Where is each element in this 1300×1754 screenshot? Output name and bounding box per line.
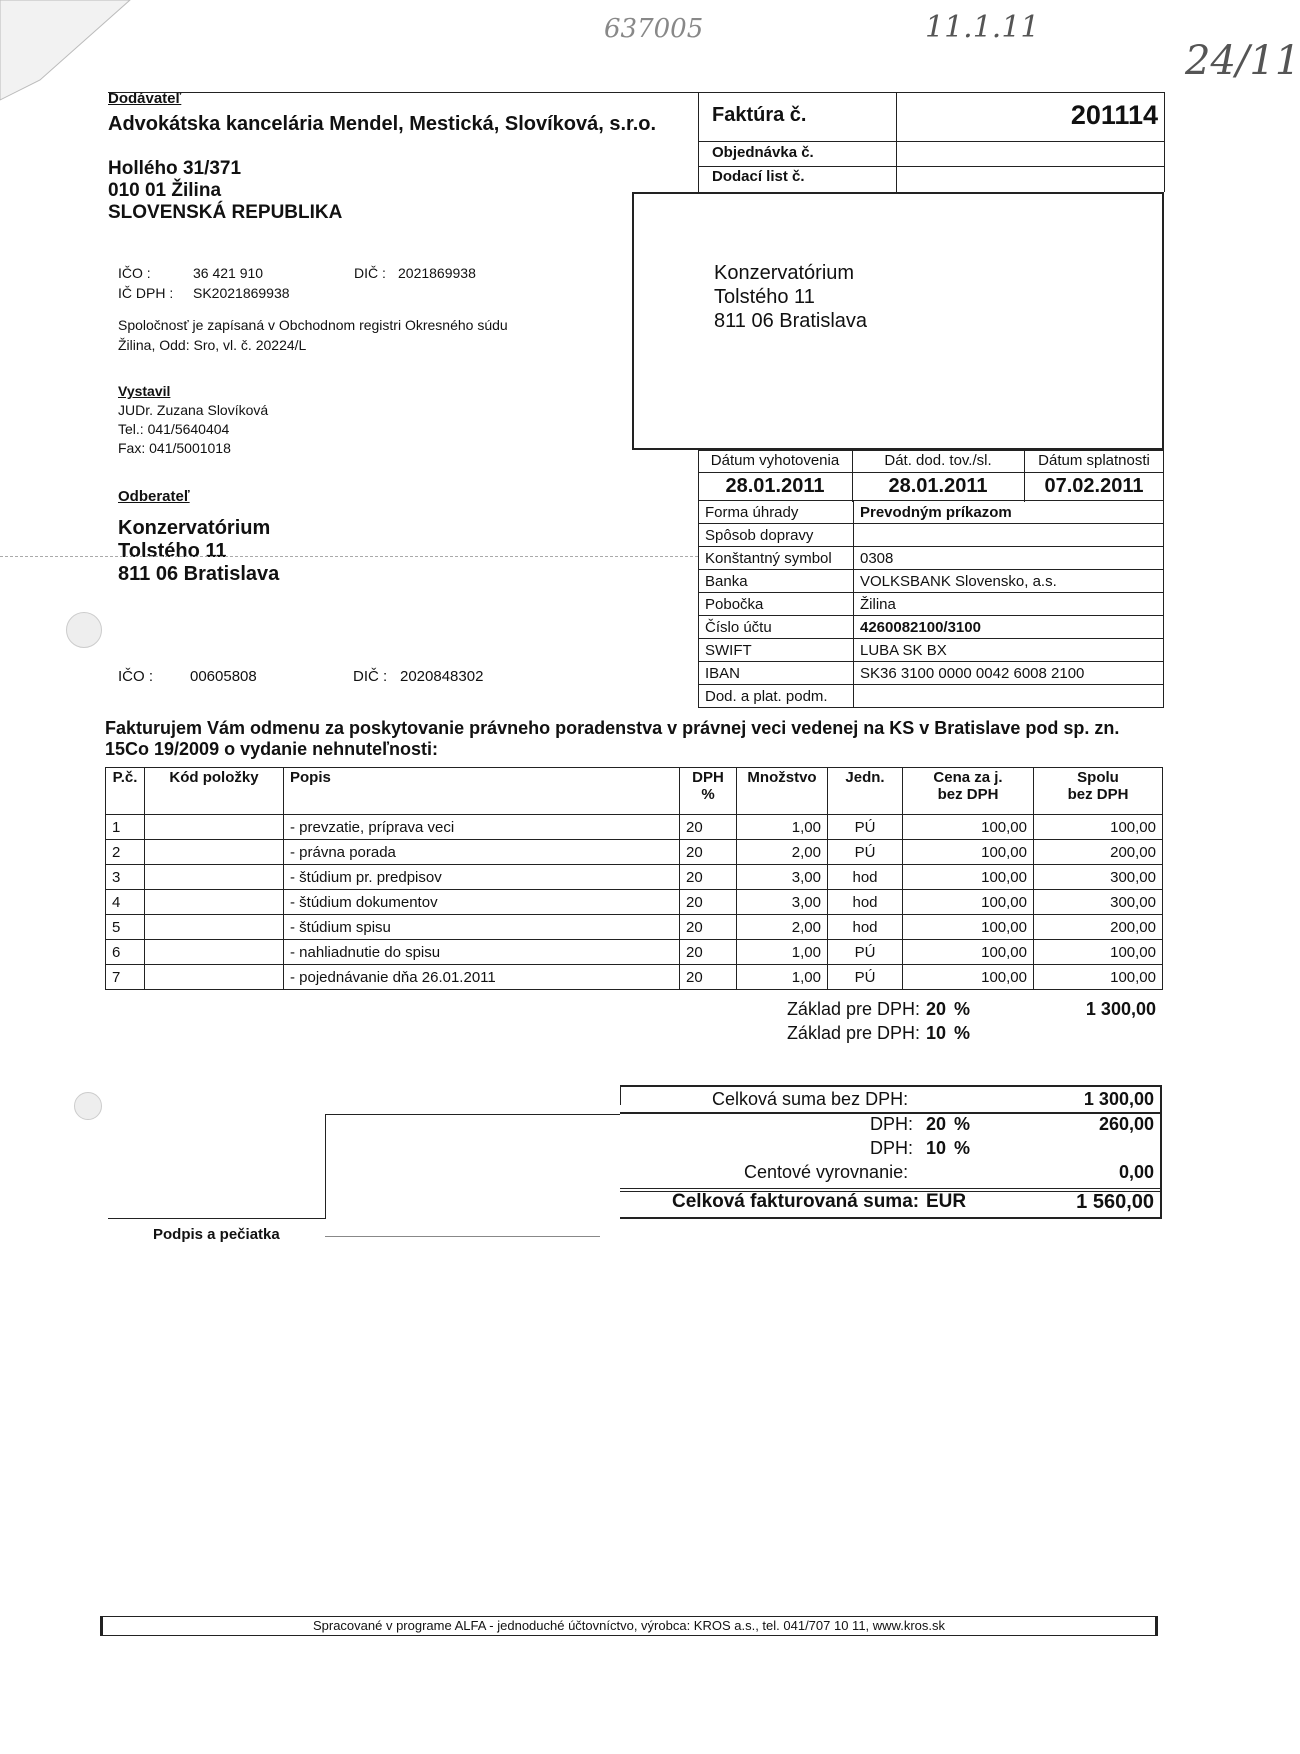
item-description: - pojednávanie dňa 26.01.2011 bbox=[284, 965, 680, 990]
items-header-row bbox=[106, 768, 1163, 815]
payment-row bbox=[699, 639, 1164, 662]
issue-date-label: Dátum vyhotovenia bbox=[710, 452, 840, 469]
tax-base-20-label: Základ pre DPH: bbox=[786, 999, 920, 1019]
payment-label: Konštantný symbol bbox=[699, 547, 854, 570]
table-row bbox=[106, 815, 1163, 840]
item-vat-rate: 20 bbox=[680, 865, 737, 890]
customer-heading: Odberateľ bbox=[118, 488, 190, 505]
item-quantity: 2,00 bbox=[737, 915, 828, 940]
customer-dic-label: DIČ : bbox=[353, 668, 388, 685]
col-header-pc: P.č. bbox=[106, 768, 145, 815]
issuer-tel: Tel.: 041/5640404 bbox=[118, 421, 230, 437]
payment-label: Dod. a plat. podm. bbox=[699, 685, 854, 708]
summary-total-currency: EUR bbox=[926, 1191, 967, 1212]
col-header-code: Kód položky bbox=[145, 768, 284, 815]
item-unit: PÚ bbox=[828, 965, 903, 990]
summary-vat10-rate: 10 bbox=[926, 1138, 947, 1158]
col-header-desc: Popis bbox=[284, 768, 680, 815]
order-label: Objednávka č. bbox=[712, 144, 814, 161]
payment-label: Číslo účtu bbox=[699, 616, 854, 639]
customer-section bbox=[118, 488, 279, 586]
tax-base-10 bbox=[740, 1023, 1160, 1045]
signature-line bbox=[108, 1218, 325, 1219]
payment-row bbox=[699, 570, 1164, 593]
item-number: 3 bbox=[106, 865, 145, 890]
issuer-name: JUDr. Zuzana Slovíková bbox=[118, 402, 269, 418]
item-unit-price: 100,00 bbox=[903, 965, 1034, 990]
summary-net-label: Celková suma bez DPH: bbox=[712, 1089, 909, 1109]
address-window-line3: 811 06 Bratislava bbox=[714, 310, 868, 332]
item-description: - štúdium dokumentov bbox=[284, 890, 680, 915]
tax-base-20-rate: 20 bbox=[926, 999, 947, 1019]
payment-value: Žilina bbox=[854, 593, 1164, 616]
item-vat-rate: 20 bbox=[680, 965, 737, 990]
header-line-order bbox=[698, 166, 1164, 167]
payment-value: Prevodným príkazom bbox=[854, 501, 1164, 524]
tax-base-20-pct: % bbox=[954, 999, 971, 1019]
summary-total-label: Celková fakturovaná suma: bbox=[672, 1191, 920, 1212]
item-code bbox=[145, 915, 284, 940]
summary-net-value: 1 300,00 bbox=[1083, 1089, 1154, 1109]
col-header-total-line1: Spolu bbox=[1077, 769, 1119, 786]
due-date-value: 07.02.2011 bbox=[1044, 475, 1144, 497]
item-total: 300,00 bbox=[1034, 865, 1163, 890]
customer-ico-value: 00605808 bbox=[190, 668, 257, 685]
address-window bbox=[632, 192, 1164, 450]
supplier-registry-line2: Žilina, Odd: Sro, vl. č. 20224/L bbox=[118, 337, 307, 353]
item-total: 100,00 bbox=[1034, 815, 1163, 840]
col-header-vat bbox=[680, 768, 737, 815]
payment-value: LUBA SK BX bbox=[854, 639, 1164, 662]
summary-total-value: 1 560,00 bbox=[1076, 1191, 1154, 1213]
supplier-heading: Dodávateľ bbox=[108, 90, 182, 107]
table-row bbox=[106, 940, 1163, 965]
payment-row bbox=[699, 593, 1164, 616]
signature-box-top-line bbox=[325, 1114, 620, 1115]
tax-base-20 bbox=[740, 999, 1160, 1021]
signature-label: Podpis a pečiatka bbox=[153, 1226, 280, 1243]
issuer-heading: Vystavil bbox=[118, 383, 171, 399]
summary-total-row bbox=[620, 1191, 1160, 1215]
item-code bbox=[145, 815, 284, 840]
payment-row bbox=[699, 685, 1164, 708]
col-header-qty: Množstvo bbox=[737, 768, 828, 815]
signature-box-left-line bbox=[325, 1114, 326, 1219]
item-number: 4 bbox=[106, 890, 145, 915]
col-header-total bbox=[1034, 768, 1163, 815]
item-description: - právna porada bbox=[284, 840, 680, 865]
col-header-vat-line2: % bbox=[701, 786, 715, 803]
item-unit: hod bbox=[828, 890, 903, 915]
address-window-line1: Konzervatórium bbox=[714, 262, 855, 284]
item-quantity: 1,00 bbox=[737, 965, 828, 990]
table-row bbox=[106, 965, 1163, 990]
item-unit: hod bbox=[828, 915, 903, 940]
item-total: 200,00 bbox=[1034, 840, 1163, 865]
delivery-date-label: Dát. dod. tov./sl. bbox=[884, 452, 992, 469]
item-total: 200,00 bbox=[1034, 915, 1163, 940]
customer-ids bbox=[118, 668, 598, 688]
payment-row bbox=[699, 501, 1164, 524]
header-divider-left bbox=[698, 92, 699, 192]
payment-value: 4260082100/3100 bbox=[854, 616, 1164, 639]
item-unit-price: 100,00 bbox=[903, 815, 1034, 840]
item-unit-price: 100,00 bbox=[903, 865, 1034, 890]
item-vat-rate: 20 bbox=[680, 890, 737, 915]
payment-value: 0308 bbox=[854, 547, 1164, 570]
item-unit-price: 100,00 bbox=[903, 890, 1034, 915]
col-header-price bbox=[903, 768, 1034, 815]
summary-vat20-value: 260,00 bbox=[1098, 1114, 1154, 1134]
supplier-street: Hollého 31/371 bbox=[108, 158, 242, 179]
supplier-dic-label: DIČ : bbox=[354, 265, 386, 281]
header-top-line bbox=[108, 92, 1164, 93]
supplier-dic-value: 2021869938 bbox=[398, 265, 476, 281]
customer-ico-label: IČO : bbox=[118, 668, 154, 685]
payment-label: IBAN bbox=[699, 662, 854, 685]
summary-vat10-row bbox=[620, 1138, 1160, 1160]
table-row bbox=[106, 915, 1163, 940]
supplier-ids bbox=[118, 263, 588, 355]
item-quantity: 1,00 bbox=[737, 940, 828, 965]
items-table bbox=[105, 767, 1163, 990]
tax-base-10-rate: 10 bbox=[926, 1023, 947, 1043]
payment-value: SK36 3100 0000 0042 6008 2100 bbox=[854, 662, 1164, 685]
col-header-unit: Jedn. bbox=[828, 768, 903, 815]
tax-base-10-label: Základ pre DPH: bbox=[786, 1023, 920, 1043]
handwritten-corner-note: 24/11 bbox=[1185, 38, 1300, 84]
supplier-country: SLOVENSKÁ REPUBLIKA bbox=[108, 202, 343, 223]
summary-vat20-rate: 20 bbox=[926, 1114, 947, 1134]
item-total: 100,00 bbox=[1034, 940, 1163, 965]
folded-corner-shadow bbox=[0, 0, 130, 100]
item-number: 6 bbox=[106, 940, 145, 965]
fold-line bbox=[0, 556, 698, 557]
table-row bbox=[106, 890, 1163, 915]
payment-label: Pobočka bbox=[699, 593, 854, 616]
payment-label: Forma úhrady bbox=[699, 501, 854, 524]
payment-value: VOLKSBANK Slovensko, a.s. bbox=[854, 570, 1164, 593]
handwritten-date: 11.1.11 bbox=[925, 10, 1040, 45]
tax-base-20-value: 1 300,00 bbox=[1085, 999, 1156, 1019]
payment-table bbox=[698, 500, 1164, 708]
item-code bbox=[145, 865, 284, 890]
col-header-price-line2: bez DPH bbox=[937, 786, 999, 803]
footer-bar bbox=[100, 1616, 1158, 1636]
payment-row bbox=[699, 547, 1164, 570]
item-total: 100,00 bbox=[1034, 965, 1163, 990]
summary-vat10-label: DPH: bbox=[870, 1138, 914, 1158]
handwritten-reference-number: 637005 bbox=[604, 14, 704, 44]
item-number: 7 bbox=[106, 965, 145, 990]
item-vat-rate: 20 bbox=[680, 815, 737, 840]
item-quantity: 2,00 bbox=[737, 840, 828, 865]
col-header-total-line2: bez DPH bbox=[1067, 786, 1129, 803]
summary-rounding-label: Centové vyrovnanie: bbox=[744, 1162, 909, 1182]
item-unit: hod bbox=[828, 865, 903, 890]
item-number: 2 bbox=[106, 840, 145, 865]
item-description: - štúdium spisu bbox=[284, 915, 680, 940]
delivery-date-value: 28.01.2011 bbox=[888, 475, 988, 497]
supplier-ico-label: IČO : bbox=[118, 265, 151, 281]
table-row bbox=[106, 865, 1163, 890]
item-total: 300,00 bbox=[1034, 890, 1163, 915]
payment-row bbox=[699, 616, 1164, 639]
item-unit-price: 100,00 bbox=[903, 940, 1034, 965]
address-window-line2: Tolstého 11 bbox=[714, 286, 815, 308]
dates-line bbox=[698, 472, 1164, 473]
summary-line-2 bbox=[620, 1188, 1160, 1189]
header-divider-right bbox=[1164, 92, 1165, 192]
item-description: - štúdium pr. predpisov bbox=[284, 865, 680, 890]
punch-hole-mark bbox=[66, 612, 102, 648]
supplier-icdph-label: IČ DPH : bbox=[118, 285, 174, 301]
item-code bbox=[145, 840, 284, 865]
due-date-label: Dátum splatnosti bbox=[1038, 452, 1150, 469]
item-vat-rate: 20 bbox=[680, 915, 737, 940]
payment-label: Spôsob dopravy bbox=[699, 524, 854, 547]
summary-net-row bbox=[620, 1089, 1160, 1111]
issuer-section bbox=[118, 382, 268, 458]
issue-date-value: 28.01.2011 bbox=[725, 475, 825, 497]
footer-text: Spracované v programe ALFA - jednoduché účtovníctvo, výrobca: KROS a.s., tel. 041/707 10 11, www.kros.sk bbox=[312, 1618, 946, 1633]
item-unit: PÚ bbox=[828, 840, 903, 865]
customer-street: Tolstého 11 bbox=[118, 540, 227, 562]
payment-row bbox=[699, 662, 1164, 685]
supplier-ico-value: 36 421 910 bbox=[193, 265, 264, 281]
delivery-note-label: Dodací list č. bbox=[712, 168, 805, 185]
issuer-fax: Fax: 041/5001018 bbox=[118, 440, 231, 456]
customer-dic-value: 2020848302 bbox=[400, 668, 484, 685]
supplier-icdph-value: SK2021869938 bbox=[193, 285, 290, 301]
item-description: - nahliadnutie do spisu bbox=[284, 940, 680, 965]
intro-text: Fakturujem Vám odmenu za poskytovanie právneho poradenstva v právnej veci vedenej na KS v Bratislave pod sp. zn. 15Co 19/2009 o vydanie nehnuteľnosti: bbox=[105, 718, 1120, 759]
item-number: 1 bbox=[106, 815, 145, 840]
item-vat-rate: 20 bbox=[680, 940, 737, 965]
item-unit-price: 100,00 bbox=[903, 840, 1034, 865]
item-unit-price: 100,00 bbox=[903, 915, 1034, 940]
supplier-city: 010 01 Žilina bbox=[108, 180, 222, 201]
punch-hole-mark bbox=[74, 1092, 102, 1120]
summary-rounding-row bbox=[620, 1162, 1160, 1184]
payment-label: Banka bbox=[699, 570, 854, 593]
summary-vat20-row bbox=[620, 1114, 1160, 1136]
supplier-section bbox=[108, 90, 698, 224]
customer-city: 811 06 Bratislava bbox=[118, 563, 280, 585]
summary-vat10-pct: % bbox=[954, 1138, 971, 1158]
item-code bbox=[145, 965, 284, 990]
payment-value bbox=[854, 685, 1164, 708]
invoice-label: Faktúra č. bbox=[712, 104, 807, 126]
header-line-invoice bbox=[698, 141, 1164, 142]
item-quantity: 3,00 bbox=[737, 865, 828, 890]
col-header-vat-line1: DPH bbox=[692, 769, 724, 786]
payment-label: SWIFT bbox=[699, 639, 854, 662]
col-header-price-line1: Cena za j. bbox=[933, 769, 1003, 786]
signature-extension-line bbox=[325, 1236, 600, 1237]
supplier-registry-line1: Spoločnosť je zapísaná v Obchodnom registri Okresného súdu bbox=[118, 317, 508, 333]
item-quantity: 1,00 bbox=[737, 815, 828, 840]
item-quantity: 3,00 bbox=[737, 890, 828, 915]
summary-vat20-label: DPH: bbox=[870, 1114, 914, 1134]
invoice-number: 201114 bbox=[1070, 100, 1158, 130]
item-description: - prevzatie, príprava veci bbox=[284, 815, 680, 840]
item-unit: PÚ bbox=[828, 815, 903, 840]
summary-vat20-pct: % bbox=[954, 1114, 971, 1134]
payment-value bbox=[854, 524, 1164, 547]
table-row bbox=[106, 840, 1163, 865]
tax-base-10-pct: % bbox=[954, 1023, 971, 1043]
supplier-name: Advokátska kancelária Mendel, Mestická, Slovíková, s.r.o. bbox=[108, 113, 657, 135]
customer-name: Konzervatórium bbox=[118, 517, 271, 539]
payment-row bbox=[699, 524, 1164, 547]
item-code bbox=[145, 940, 284, 965]
item-vat-rate: 20 bbox=[680, 840, 737, 865]
summary-rounding-value: 0,00 bbox=[1118, 1162, 1154, 1182]
header-divider-mid bbox=[896, 92, 897, 192]
item-unit: PÚ bbox=[828, 940, 903, 965]
item-code bbox=[145, 890, 284, 915]
item-number: 5 bbox=[106, 915, 145, 940]
